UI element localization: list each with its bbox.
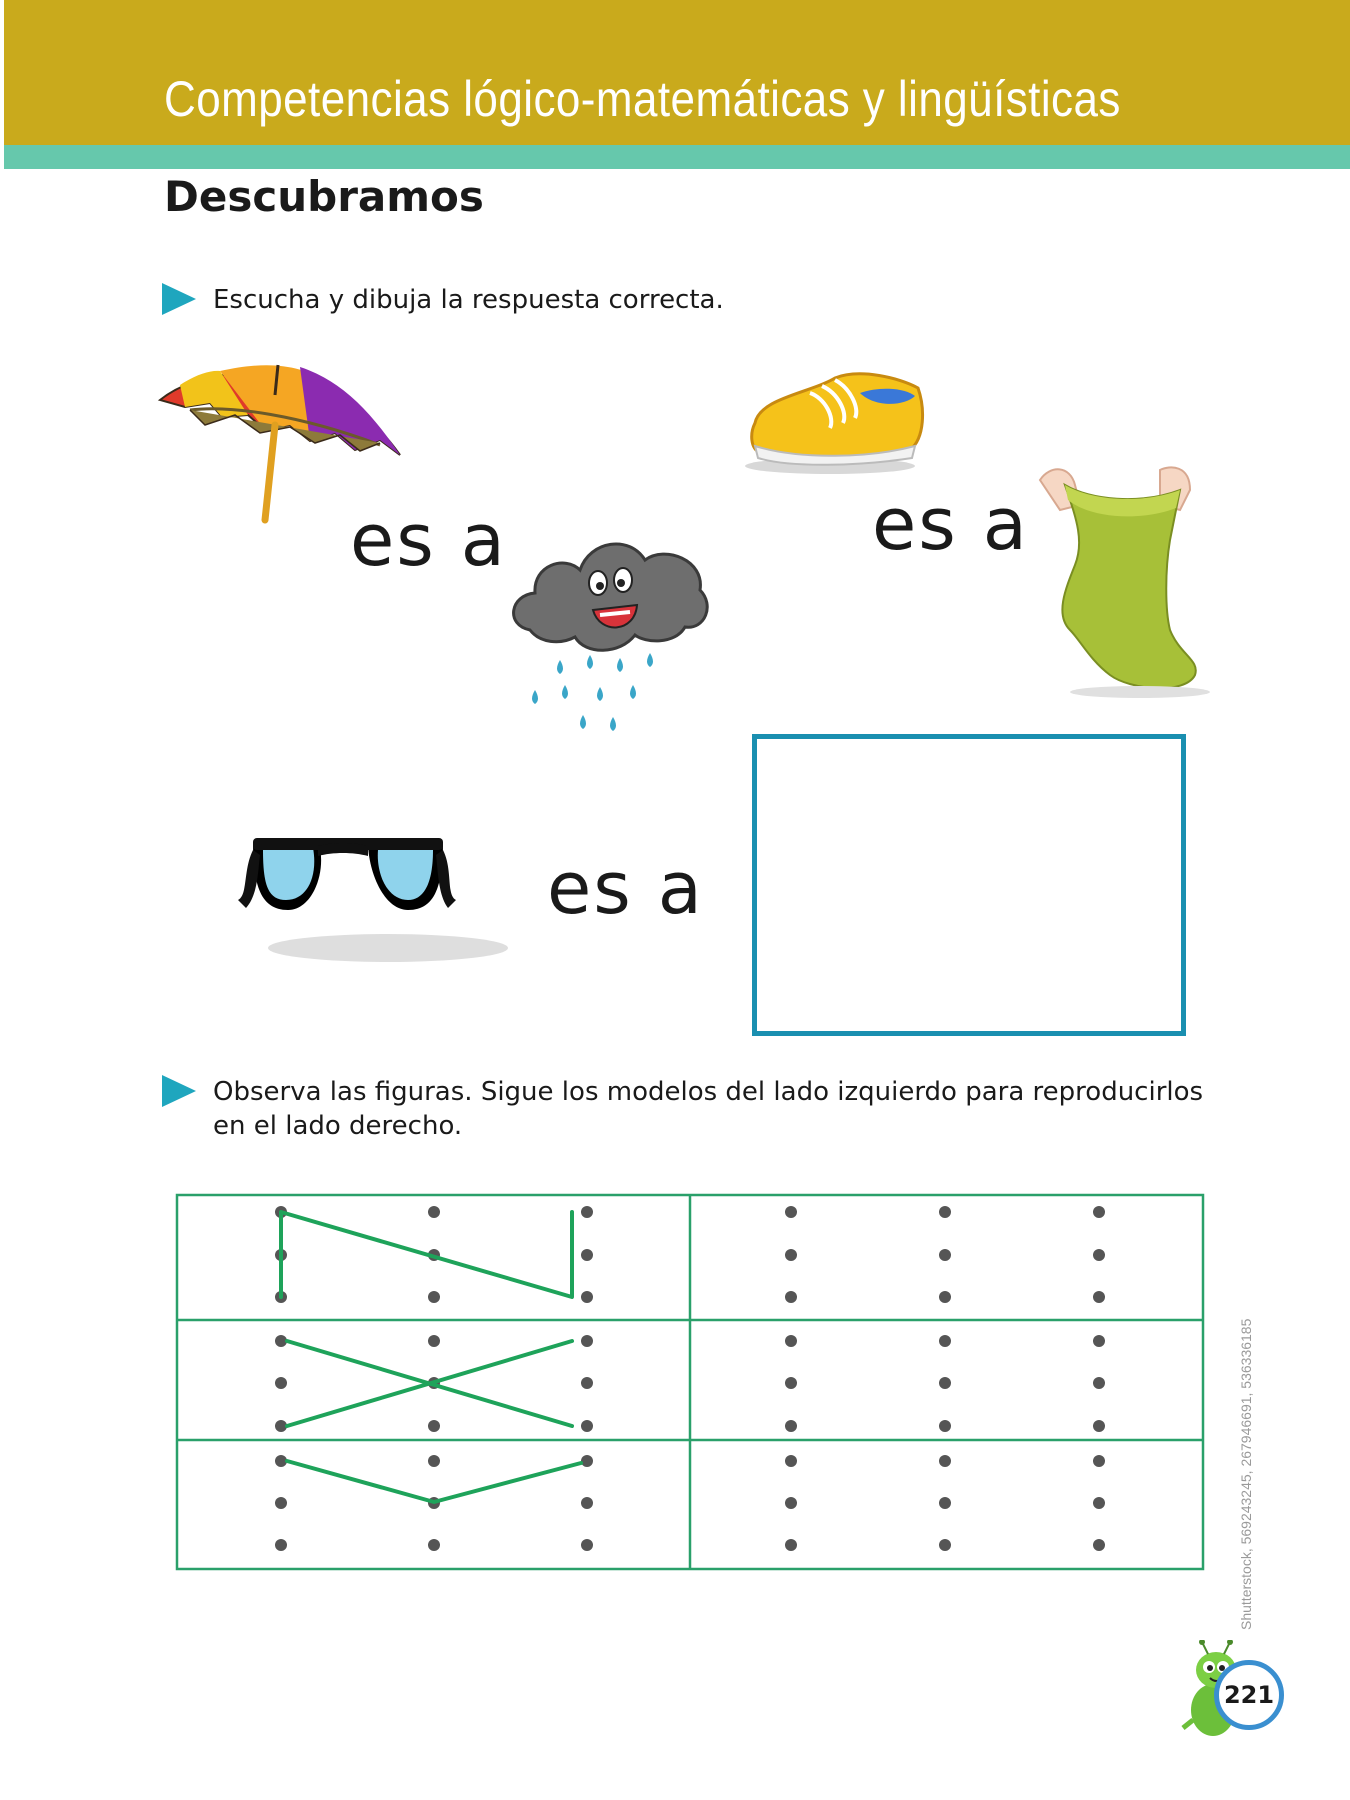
model-dot <box>581 1249 593 1261</box>
practice-dot[interactable] <box>1093 1206 1105 1218</box>
instruction-text: las figuras. <box>321 1077 481 1107</box>
practice-dot[interactable] <box>785 1497 797 1509</box>
model-dot <box>428 1291 440 1303</box>
practice-dot[interactable] <box>1093 1377 1105 1389</box>
practice-dot[interactable] <box>939 1291 951 1303</box>
sock-icon <box>1030 460 1220 700</box>
practice-dot[interactable] <box>1093 1335 1105 1347</box>
practice-dot[interactable] <box>1093 1455 1105 1467</box>
practice-dot[interactable] <box>939 1249 951 1261</box>
instruction-verb: Escucha <box>213 285 321 315</box>
practice-dot[interactable] <box>785 1249 797 1261</box>
practice-dot[interactable] <box>939 1497 951 1509</box>
rain-cloud-icon <box>505 525 715 735</box>
instruction-1 <box>213 283 724 317</box>
model-pattern-1 <box>281 1212 572 1297</box>
practice-dot[interactable] <box>939 1335 951 1347</box>
model-dot <box>581 1497 593 1509</box>
model-dot <box>581 1206 593 1218</box>
instruction-verb: Observa <box>213 1077 322 1107</box>
instruction-text: la respuesta correcta. <box>432 285 724 315</box>
header-stripe <box>4 145 1350 169</box>
model-dot <box>428 1455 440 1467</box>
practice-dot[interactable] <box>939 1420 951 1432</box>
practice-dot[interactable] <box>785 1291 797 1303</box>
instruction-text: los modelos del lado izquierdo para reproducirlos <box>553 1077 1204 1107</box>
model-pattern-3 <box>287 1461 581 1502</box>
analogy-label-1: es a <box>350 498 507 582</box>
practice-dot[interactable] <box>1093 1420 1105 1432</box>
drawing-answer-box[interactable] <box>752 734 1186 1036</box>
dot-pattern-grid <box>175 1193 1205 1571</box>
practice-dot[interactable] <box>939 1377 951 1389</box>
instruction-verb: Sigue <box>480 1077 554 1107</box>
model-dot <box>275 1377 287 1389</box>
model-dot <box>581 1335 593 1347</box>
model-pattern-2 <box>287 1341 572 1426</box>
triangle-bullet-icon <box>162 283 196 315</box>
analogy-label-2: es a <box>872 482 1029 566</box>
practice-dot[interactable] <box>785 1206 797 1218</box>
practice-dot[interactable] <box>785 1377 797 1389</box>
practice-dot[interactable] <box>1093 1539 1105 1551</box>
analogy-label-3: es a <box>547 846 704 930</box>
instruction-verb: dibuja <box>352 285 433 315</box>
model-dot <box>581 1377 593 1389</box>
model-dot <box>275 1497 287 1509</box>
grid-lines <box>177 1195 1203 1569</box>
section-title: Descubramos <box>164 172 484 221</box>
model-dot <box>428 1335 440 1347</box>
image-credit: Shutterstock, 569243245, 267946691, 536336185 <box>1238 1318 1254 1630</box>
practice-dot[interactable] <box>939 1206 951 1218</box>
instruction-text: y <box>320 285 353 315</box>
page-header-title: Competencias lógico-matemáticas y lingüísticas <box>164 71 1121 127</box>
shoe-icon <box>740 368 930 478</box>
practice-dot[interactable] <box>785 1335 797 1347</box>
practice-dot[interactable] <box>1093 1497 1105 1509</box>
model-dot <box>581 1539 593 1551</box>
model-dot <box>581 1455 593 1467</box>
practice-dot[interactable] <box>939 1539 951 1551</box>
triangle-bullet-icon <box>162 1075 196 1107</box>
model-dot <box>428 1420 440 1432</box>
model-dot <box>581 1291 593 1303</box>
practice-dot[interactable] <box>939 1455 951 1467</box>
practice-dot[interactable] <box>785 1420 797 1432</box>
model-dot <box>275 1539 287 1551</box>
instruction-text: en el lado derecho. <box>213 1111 463 1141</box>
model-dot <box>428 1206 440 1218</box>
page-number: 221 <box>1223 1681 1275 1709</box>
page-number-badge <box>1214 1660 1284 1730</box>
practice-dot[interactable] <box>1093 1291 1105 1303</box>
glasses-icon <box>218 830 508 980</box>
practice-dot[interactable] <box>785 1455 797 1467</box>
practice-dot[interactable] <box>1093 1249 1105 1261</box>
practice-dot[interactable] <box>785 1539 797 1551</box>
model-dot <box>428 1539 440 1551</box>
model-dot <box>581 1420 593 1432</box>
instruction-2 <box>213 1075 1253 1143</box>
